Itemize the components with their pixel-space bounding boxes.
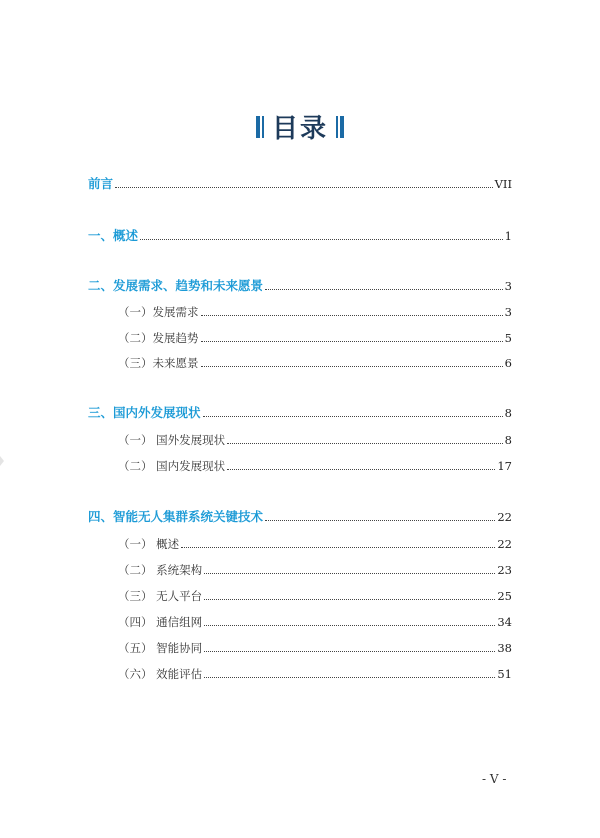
toc-entry-chapter-1[interactable] — [88, 228, 512, 244]
toc-entry-page: 3 — [504, 279, 512, 293]
toc-entry-label: 三、国内外发展现状 — [88, 405, 201, 420]
toc-leader-dots — [203, 416, 503, 417]
toc-entry-page: 8 — [504, 406, 512, 420]
toc-entry-page: 8 — [504, 433, 512, 447]
toc-entry-label: 一、概述 — [88, 228, 139, 243]
toc-entry-preface[interactable] — [88, 176, 512, 192]
toc-entry-page: 6 — [504, 356, 512, 370]
toc-entry-page: 5 — [504, 331, 512, 345]
toc-entry-page: 22 — [497, 510, 512, 524]
toc-entry-section-2-1[interactable] — [118, 304, 512, 320]
toc-leader-dots — [201, 315, 503, 316]
page-title: 目录 — [271, 114, 328, 144]
toc-leader-dots — [201, 366, 503, 367]
toc-entry-section-4-4[interactable] — [118, 614, 512, 630]
toc-entry-label: （一） 概述 — [118, 537, 180, 551]
toc-entry-label: （二） 国内发展现状 — [118, 459, 226, 473]
toc-leader-dots — [265, 289, 503, 290]
toc-entry-chapter-4[interactable] — [88, 509, 512, 525]
toc-entry-label: （二）发展趋势 — [118, 331, 199, 345]
toc-entry-label: （五） 智能协同 — [118, 641, 203, 655]
toc-entry-section-4-6[interactable] — [118, 666, 512, 682]
toc-entry-chapter-2[interactable] — [88, 278, 512, 294]
toc-leader-dots — [204, 625, 495, 626]
toc-entry-section-2-3[interactable] — [118, 355, 512, 371]
toc-entry-section-4-5[interactable] — [118, 640, 512, 656]
toc-entry-label: 前言 — [88, 176, 114, 191]
toc-leader-dots — [140, 239, 503, 240]
toc-entry-chapter-3[interactable] — [88, 405, 512, 421]
toc-entry-page: 51 — [497, 667, 512, 681]
toc-entry-page: 17 — [497, 459, 512, 473]
toc-entry-label: （四） 通信组网 — [118, 615, 203, 629]
toc-entry-page: VII — [494, 177, 512, 191]
toc-entry-label: （一） 国外发展现状 — [118, 433, 226, 447]
toc-entry-label: 四、智能无人集群系统关键技术 — [88, 509, 264, 524]
toc-entry-label: （一）发展需求 — [118, 305, 199, 319]
toc-leader-dots — [265, 520, 495, 521]
toc-entry-page: 1 — [504, 229, 512, 243]
toc-entry-section-3-1[interactable] — [118, 432, 512, 448]
toc-entry-section-4-2[interactable] — [118, 562, 512, 578]
toc-leader-dots — [204, 599, 495, 600]
toc-leader-dots — [204, 677, 495, 678]
toc-entry-page: 23 — [497, 563, 512, 577]
toc-entry-page: 3 — [504, 305, 512, 319]
toc-entry-label: （三）未来愿景 — [118, 356, 199, 370]
toc-entry-page: 38 — [497, 641, 512, 655]
toc-entry-label: （二） 系统架构 — [118, 563, 203, 577]
toc-entry-section-4-1[interactable] — [118, 536, 512, 552]
toc-entry-page: 34 — [497, 615, 512, 629]
page-number: - V - — [482, 772, 507, 786]
toc-entry-section-3-2[interactable] — [118, 458, 512, 474]
toc-leader-dots — [227, 443, 503, 444]
toc-leader-dots — [181, 547, 495, 548]
toc-entry-page: 22 — [497, 537, 512, 551]
toc-entry-section-2-2[interactable] — [118, 330, 512, 346]
toc-leader-dots — [227, 469, 495, 470]
toc-entry-label: （三） 无人平台 — [118, 589, 203, 603]
toc-leader-dots — [201, 341, 503, 342]
toc-entry-page: 25 — [497, 589, 512, 603]
toc-leader-dots — [204, 651, 495, 652]
toc-entry-section-4-3[interactable] — [118, 588, 512, 604]
toc-leader-dots — [204, 573, 495, 574]
toc-entry-label: （六） 效能评估 — [118, 667, 203, 681]
toc-entry-label: 二、发展需求、趋势和未来愿景 — [88, 278, 264, 293]
toc-leader-dots — [115, 187, 493, 188]
